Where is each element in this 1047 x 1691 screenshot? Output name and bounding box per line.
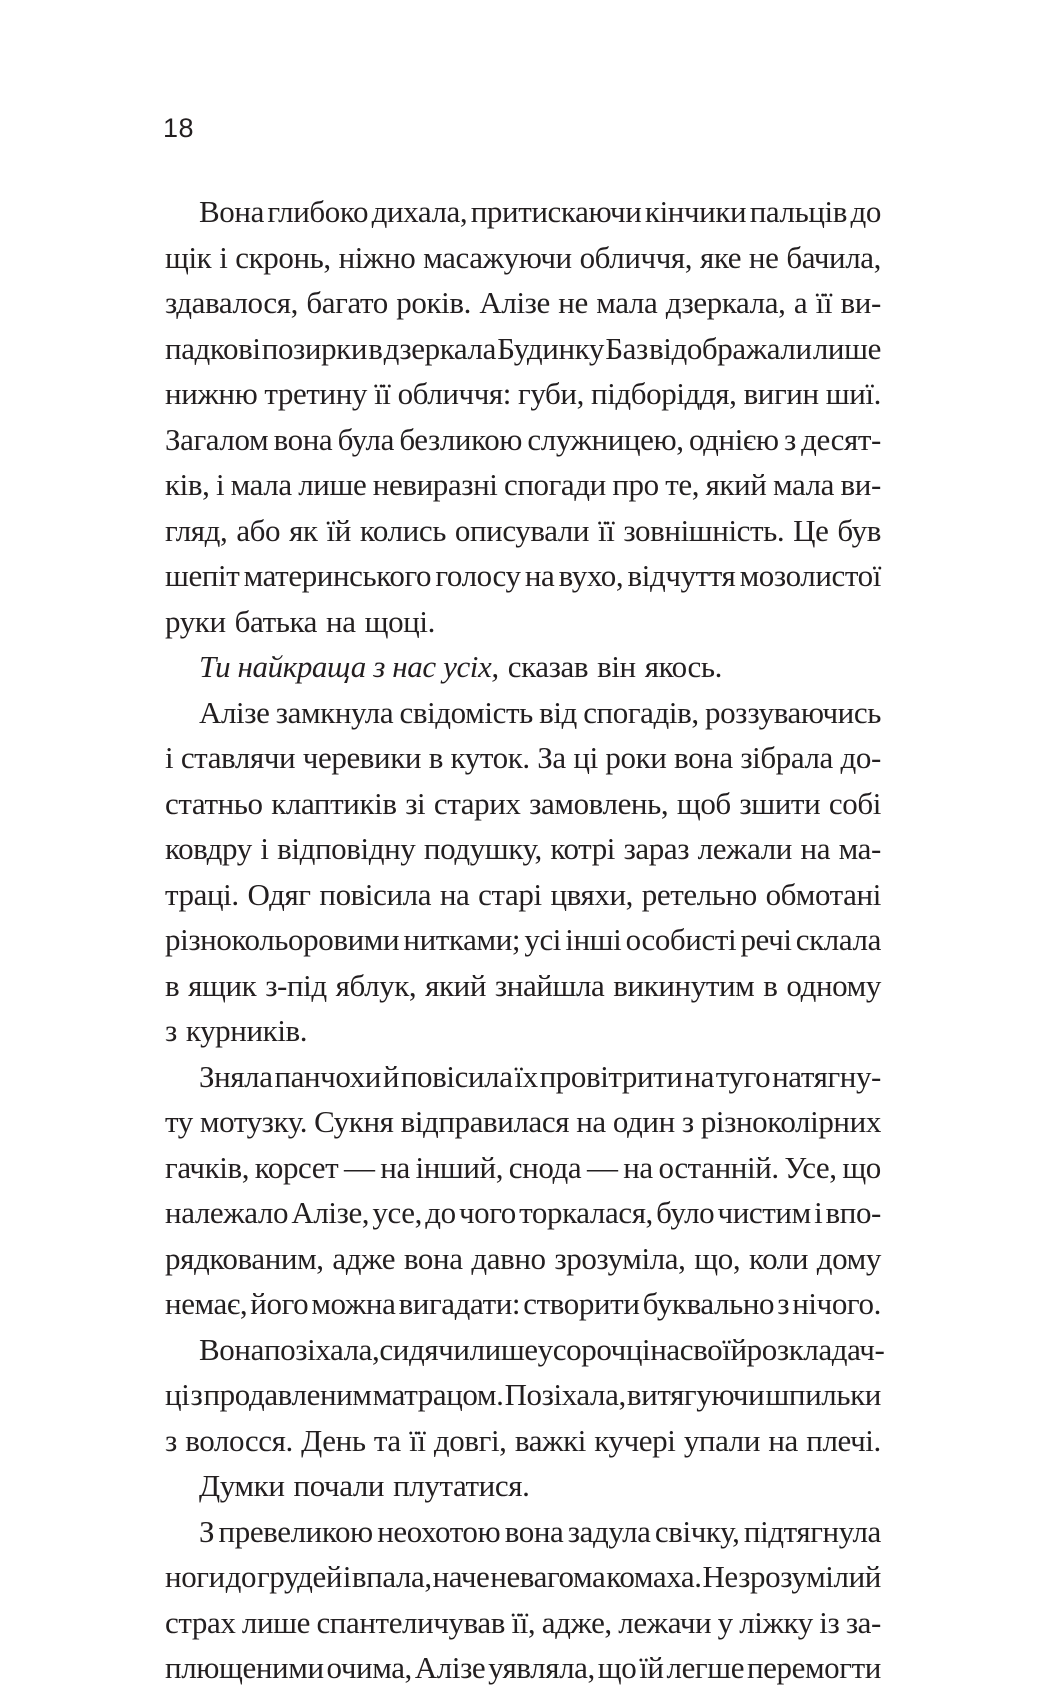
word: лише (469, 1331, 538, 1367)
word: руки (165, 603, 226, 639)
text-line (165, 1099, 881, 1145)
word: упали (683, 1422, 761, 1458)
word: дому (816, 1240, 881, 1276)
word: була (337, 421, 394, 457)
text-line (165, 326, 881, 372)
italic-phrase: Ти найкраща з нас усіх, (199, 649, 499, 684)
text-line (165, 599, 881, 645)
word: цвяхи, (550, 876, 633, 912)
word: кінчики (644, 194, 747, 229)
word: з (777, 1286, 790, 1321)
word: Це (793, 512, 829, 548)
word: у (537, 1331, 553, 1367)
word: відчуття (627, 558, 736, 593)
word: котрі (550, 831, 616, 866)
text-line (165, 781, 881, 827)
word: адже, (541, 1604, 612, 1640)
word: з (165, 1013, 177, 1048)
word: і (165, 740, 174, 775)
word: свідомість (399, 694, 533, 730)
word: батька (234, 603, 318, 639)
word: ма- (838, 831, 881, 866)
text-line (165, 1463, 881, 1509)
word: особисті (625, 922, 737, 957)
word: давно (471, 1240, 546, 1276)
word: мала (596, 285, 658, 320)
word: спантеличував (316, 1604, 506, 1640)
word: те, (665, 467, 700, 502)
word: безликою (399, 421, 523, 457)
word: й (382, 1058, 400, 1094)
word: різнокольоровими (165, 922, 400, 957)
word: щік (165, 239, 212, 275)
word: нитками; (403, 922, 521, 957)
word: материнського (243, 558, 432, 593)
word: спогади (503, 467, 606, 502)
word: ків, (165, 467, 210, 502)
word: на (524, 558, 555, 593)
word: грудей (256, 1559, 343, 1594)
word: на (684, 1058, 714, 1094)
word: сидячи (379, 1331, 470, 1367)
word: один (612, 1104, 675, 1139)
word: лише (241, 1604, 310, 1640)
text-line (165, 1327, 885, 1373)
text-line (165, 1190, 881, 1236)
word: дзеркала (383, 330, 496, 366)
word: яблук, (335, 967, 417, 1003)
word: лише (812, 330, 881, 366)
word: або (236, 512, 281, 548)
word: зрозуміла, (554, 1240, 686, 1276)
word: який (705, 467, 767, 502)
text-line (165, 1418, 881, 1464)
word: сказав (507, 649, 589, 684)
word: до (425, 1195, 456, 1230)
text-line (165, 462, 881, 508)
word: її (374, 376, 391, 411)
word: розкладач- (746, 1331, 885, 1367)
word: з (783, 421, 796, 457)
word: викинутим (613, 967, 755, 1003)
word: був (837, 512, 881, 548)
word: гляд, (165, 512, 228, 548)
word: легше (666, 1650, 745, 1685)
text-line (165, 872, 881, 918)
word: рядкованим, (165, 1240, 324, 1276)
word: нижню (165, 376, 258, 411)
text-line (165, 508, 881, 554)
word: на (650, 1331, 680, 1367)
word: замовлень, (529, 785, 669, 821)
word: — (343, 1149, 375, 1185)
word: він (597, 649, 636, 684)
word: свічку, (654, 1513, 740, 1549)
word: що (597, 1650, 637, 1685)
word: коли (748, 1240, 809, 1276)
word: ту (165, 1104, 193, 1139)
word: на (380, 1149, 410, 1185)
text-line (165, 735, 881, 781)
word: інший, (415, 1149, 504, 1185)
text-line (165, 1600, 881, 1646)
word: Алізе (479, 285, 550, 320)
text-line (165, 235, 881, 281)
word: в (763, 967, 778, 1003)
word: бачила, (786, 239, 881, 275)
word: вигадати: (398, 1286, 521, 1321)
word: пальців (749, 194, 847, 229)
text-line (165, 1236, 881, 1282)
word: Одяг (247, 876, 311, 912)
word: а (793, 285, 808, 320)
word: їх (514, 1058, 538, 1094)
word: плутатися. (393, 1468, 530, 1503)
word: про (612, 467, 659, 502)
word: вона (504, 1513, 564, 1549)
word: однією (688, 421, 779, 457)
word: багато (306, 285, 388, 320)
word: наче (432, 1559, 490, 1594)
word: повісила (319, 876, 432, 912)
word: із (819, 1604, 840, 1640)
word: спогадів, (583, 694, 699, 730)
word: траці. (165, 876, 239, 912)
word: щоці. (364, 603, 435, 639)
word: лежали (697, 831, 792, 866)
word: ставлячи (180, 740, 296, 775)
word: Загалом (165, 421, 269, 457)
word: підборіддя, (591, 376, 737, 411)
text-line (165, 1509, 881, 1555)
word: в (165, 967, 180, 1003)
word: якось. (644, 649, 722, 684)
word: і (219, 239, 228, 275)
word: З (199, 1513, 215, 1549)
word: натягну- (772, 1058, 881, 1094)
word: Зняла (199, 1058, 273, 1094)
word: чистим (717, 1195, 811, 1230)
word: Думки (199, 1468, 285, 1503)
word: чого (458, 1195, 516, 1230)
word: витягуючи (626, 1377, 765, 1412)
word: в (368, 330, 383, 366)
text-line (165, 553, 881, 599)
word: підтягнула (743, 1513, 881, 1549)
text-line (165, 963, 881, 1009)
word: років. (396, 285, 471, 320)
word: матрацом. (372, 1377, 504, 1412)
word: голосу (435, 558, 521, 593)
word: мала (230, 467, 292, 502)
word: мозолистої (739, 558, 881, 593)
word: Алізе (199, 694, 270, 730)
word: обличчя, (579, 239, 693, 275)
word: речі (740, 922, 792, 957)
word: було (656, 1195, 715, 1230)
word: відображали (649, 330, 812, 366)
word: Усе, (784, 1149, 837, 1185)
word: позирки (261, 330, 368, 366)
word: буквально (642, 1286, 775, 1321)
word: масажуючи (423, 239, 572, 275)
word: корсет (254, 1149, 339, 1185)
word: описували (454, 512, 590, 548)
word: превеликою (218, 1513, 373, 1549)
word: кучері (594, 1422, 676, 1458)
word: плющеними (165, 1650, 324, 1685)
word: з (681, 1104, 694, 1139)
word: вухо, (558, 558, 624, 593)
word: очима, (326, 1650, 412, 1685)
word: здавалося, (165, 285, 298, 320)
word: Будинку (497, 330, 605, 366)
word: довгі, (433, 1422, 507, 1458)
word: подушку, (423, 831, 542, 866)
text-line (165, 917, 881, 963)
word: не (748, 239, 779, 275)
word: старі (478, 876, 542, 912)
word: що, (694, 1240, 741, 1276)
text-line (165, 189, 881, 235)
word: до (850, 194, 881, 229)
word: різноколірних (700, 1104, 881, 1139)
word: його (250, 1286, 309, 1321)
word: впала, (351, 1559, 432, 1594)
word: зараз (623, 831, 690, 866)
text-line (165, 1145, 881, 1191)
word: Вона (199, 194, 264, 229)
word: створити (523, 1286, 640, 1321)
word: останній. (658, 1149, 779, 1185)
word: ці (165, 1377, 190, 1412)
word: який (425, 967, 487, 1003)
word: провітрити (539, 1058, 683, 1094)
word: як (289, 512, 318, 548)
word: комаха. (606, 1559, 702, 1594)
word: зовнішність. (623, 512, 785, 548)
word: колись (359, 512, 446, 548)
word: лежачи (618, 1604, 712, 1640)
word: плечі. (806, 1422, 881, 1458)
word: ці (573, 740, 598, 775)
word: своїй (679, 1331, 747, 1367)
text-line (165, 644, 881, 690)
word: вигин (743, 376, 819, 411)
text-line (165, 1008, 881, 1054)
word: та (373, 1422, 401, 1458)
word: усі (524, 922, 562, 957)
word: ретельно (641, 876, 757, 912)
word: і (215, 467, 225, 502)
word: Позіхала, (504, 1377, 626, 1412)
word: служницею, (527, 421, 684, 457)
word: статньо (165, 785, 263, 821)
word: і (814, 1195, 823, 1230)
word: дзеркала, (665, 285, 786, 320)
word: День (301, 1422, 366, 1458)
word: шиї. (825, 376, 881, 411)
word: притискаючи (470, 194, 642, 229)
word: торкалася, (519, 1195, 653, 1230)
word: знайшла (494, 967, 605, 1003)
word: на (623, 1149, 653, 1185)
word: з (190, 1377, 203, 1412)
word: мотузку. (199, 1104, 308, 1139)
text-line (165, 1554, 881, 1600)
word: повісила (400, 1058, 513, 1094)
word: лише (298, 467, 367, 502)
word: страх (165, 1604, 236, 1640)
word: на (576, 1104, 606, 1139)
word: склала (795, 922, 881, 957)
word: мала (772, 467, 835, 502)
word: Сукня (314, 1104, 394, 1139)
word: яке (699, 239, 742, 275)
word: з (165, 1422, 177, 1458)
word: до (225, 1559, 257, 1594)
text-line (165, 690, 881, 736)
word: в (428, 740, 443, 775)
word: обличчя: (397, 376, 511, 411)
word: її (815, 285, 833, 320)
word: роззуваючись (704, 694, 881, 730)
word: нічого. (792, 1286, 881, 1321)
body-text (165, 189, 885, 1691)
word: скронь, (235, 239, 331, 275)
word: губи, (518, 376, 584, 411)
word: її, (511, 1604, 536, 1640)
word: її (598, 512, 615, 548)
word: не (558, 285, 588, 320)
word: вона (674, 740, 733, 775)
word: від (539, 694, 577, 730)
word: щоб (676, 785, 731, 821)
word: у (717, 1604, 733, 1640)
word: зібрала (740, 740, 833, 775)
word: інші (565, 922, 622, 957)
word: можна (311, 1286, 396, 1321)
word: належало (165, 1195, 289, 1230)
word: собі (828, 785, 881, 821)
word: продавленим (203, 1377, 372, 1412)
word: немає, (165, 1286, 248, 1321)
word: важкі (514, 1422, 586, 1458)
word: вона (403, 1240, 463, 1276)
word: третину (264, 376, 368, 411)
word: ви- (840, 467, 881, 502)
page-number: 18 (163, 113, 195, 143)
word: з-під (265, 967, 327, 1003)
text-line (165, 371, 881, 417)
word: черевики (302, 740, 422, 775)
word: ніжно (338, 239, 416, 275)
word: перемогти (746, 1650, 881, 1685)
word: позіхала, (263, 1331, 380, 1367)
word: за- (845, 1604, 881, 1640)
text-line (165, 826, 881, 872)
word: відправилася (400, 1104, 570, 1139)
word: до- (840, 740, 881, 775)
word: туго (715, 1058, 771, 1094)
word: і (342, 1559, 352, 1594)
word: гачків, (165, 1149, 250, 1185)
text-line (165, 417, 881, 463)
word: задула (567, 1513, 651, 1549)
word: дихала, (371, 194, 468, 229)
text-line (165, 280, 881, 326)
word: Незрозумілий (702, 1559, 881, 1594)
word: адже (332, 1240, 396, 1276)
word: на (439, 876, 470, 912)
word: Вона (199, 1331, 264, 1367)
word: її (409, 1422, 426, 1458)
word: одному (786, 967, 881, 1003)
word: що (842, 1149, 881, 1185)
word: усе, (372, 1195, 422, 1230)
word: невиразні (372, 467, 498, 502)
word: неохотою (377, 1513, 501, 1549)
word: їй (639, 1650, 664, 1685)
word: на (800, 831, 831, 866)
word: зі (405, 785, 426, 821)
word: почали (293, 1468, 385, 1503)
word: Алізе, (291, 1195, 370, 1230)
word: відповідну (277, 831, 416, 866)
word: ковдру (165, 831, 252, 866)
word: снода (508, 1149, 582, 1185)
word: ящик (188, 967, 257, 1003)
word: уявляла, (488, 1650, 595, 1685)
text-line (165, 1054, 881, 1100)
text-line (165, 1372, 881, 1418)
word: сорочці (552, 1331, 651, 1367)
word: Алізе (414, 1650, 486, 1685)
word: волосся. (185, 1422, 293, 1458)
word: невагома (490, 1559, 606, 1594)
word: їй (326, 512, 351, 548)
word: шпильки (765, 1377, 881, 1412)
word: роки (605, 740, 667, 775)
word: — (586, 1149, 618, 1185)
word: замкнула (275, 694, 394, 730)
word: ноги (165, 1559, 225, 1594)
word: панчохи (274, 1058, 381, 1094)
word: За (537, 740, 566, 775)
word: старих (433, 785, 521, 821)
word: курників. (185, 1013, 308, 1048)
word: шепіт (165, 558, 240, 593)
word: Баз (605, 330, 648, 366)
word: впо- (825, 1195, 881, 1230)
word: падкові (165, 330, 261, 366)
word: десят- (801, 421, 881, 457)
word: ліжку (739, 1604, 813, 1640)
word: клаптиків (271, 785, 397, 821)
word: глибоко (267, 194, 369, 229)
word: і (260, 831, 269, 866)
word: на (326, 603, 356, 639)
word: на (768, 1422, 798, 1458)
text-line (165, 1281, 881, 1327)
text-line (165, 1645, 881, 1691)
word: вона (273, 421, 333, 457)
word: обмотані (765, 876, 881, 912)
word: ви- (840, 285, 881, 320)
word: куток. (450, 740, 530, 775)
word: зшити (739, 785, 821, 821)
